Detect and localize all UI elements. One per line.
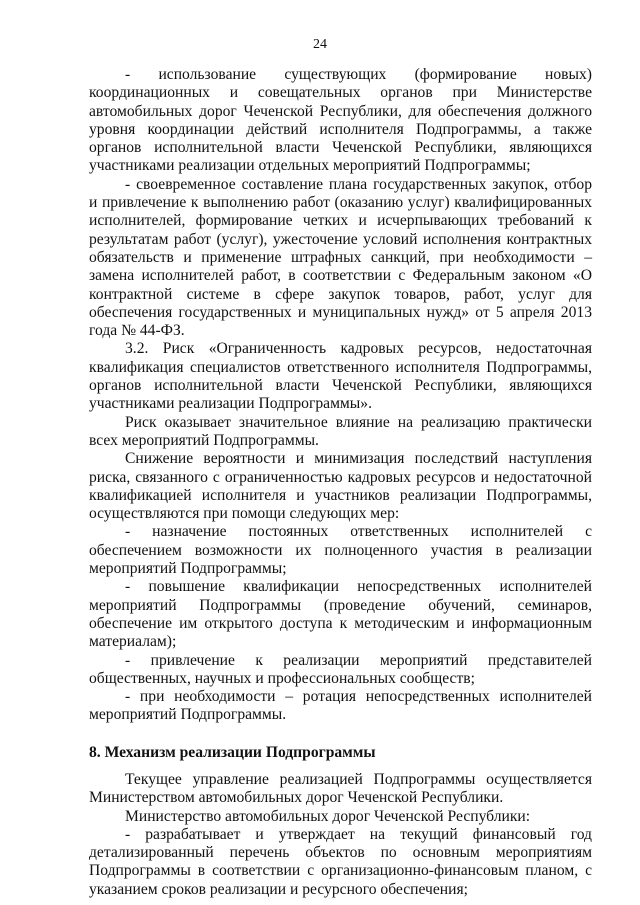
paragraph-procurement-plan: - своевременное составление плана государственных закупок, отбор и привлечение к выполнению работ (оказанию услуг) квалифицированных исполнителей, формирование четких и исчерпывающих требований к результатам работ (услуг), ужесточение условий исполнения контрактных обязательств и применение штрафных санкций, при необходимости – замена исполнителей работ, в соответствии с Федеральным законом «О контрактной системе в сфере закупок товаров, работ, услуг для обеспечения государственных и муниципальных нужд» от 5 апреля 2013 года № 44-ФЗ.	[89, 175, 592, 340]
paragraph-permanent-executors: - назначение постоянных ответственных исполнителей с обеспечением возможности их полноценного участия в реализации мероприятий Подпрограммы;	[89, 523, 592, 578]
paragraph-risk-influence: Риск оказывает значительное влияние на реализацию практически всех мероприятий Подпрограммы.	[89, 413, 592, 449]
section-heading: 8. Механизм реализации Подпрограммы	[89, 743, 376, 761]
paragraph-communities: - привлечение к реализации мероприятий представителей общественных, научных и профессиональных сообществ;	[89, 651, 592, 687]
paragraph-ministry: Министерство автомобильных дорог Чеченской Республики:	[125, 807, 531, 825]
paragraph-risk-mitigation: Снижение вероятности и минимизация последствий наступления риска, связанного с ограниченностью кадровых ресурсов и недостаточной квалификацией исполнителя и участников реализации Подпрограммы, осуществляются при помощи следующих мер:	[89, 450, 592, 523]
page-number: 24	[313, 37, 327, 52]
paragraph-qualification: - повышение квалификации непосредственных исполнителей мероприятий Подпрограммы (проведение обучений, семинаров, обеспечение им открытого доступа к методическим и информационным материалам);	[89, 578, 592, 651]
paragraph-risk-3-2: 3.2. Риск «Ограниченность кадровых ресурсов, недостаточная квалификация специалистов ответственного исполнителя Подпрограммы, органов исполнительной власти Чеченской Республики, являющихся участниками реализации Подпрограммы».	[89, 340, 592, 413]
paragraph-develops-approves: - разрабатывает и утверждает на текущий финансовый год детализированный перечень объектов по основным мероприятиям Подпрограммы в соответствии с организационно-финансовым планом, с указанием сроков реализации и ресурсного обеспечения;	[89, 825, 592, 898]
paragraph-coordination-bodies: - использование существующих (формирование новых) координационных и совещательных органов при Министерстве автомобильных дорог Чеченской Республики, для обеспечения должного уровня координации действий исполнителя Подпрограммы, а также органов исполнительной власти Чеченской Республики, являющихся участниками реализации отдельных мероприятий Подпрограммы;	[89, 66, 592, 175]
paragraph-current-management: Текущее управление реализацией Подпрограммы осуществляется Министерством автомобильных дорог Чеченской Республики.	[89, 770, 592, 807]
paragraph-rotation: - при необходимости – ротация непосредственных исполнителей мероприятий Подпрограммы.	[89, 688, 592, 724]
page-body	[89, 66, 592, 899]
